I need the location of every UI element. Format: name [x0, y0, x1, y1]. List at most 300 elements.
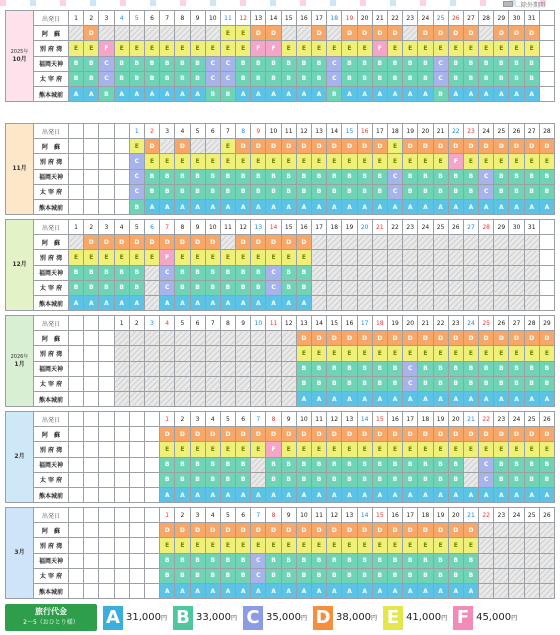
price-code-cell: A: [281, 583, 296, 598]
price-code-cell: B: [448, 169, 463, 184]
excluded-cell: [479, 583, 494, 598]
empty-cell: [129, 568, 144, 583]
price-code-cell: E: [114, 41, 129, 56]
price-code-cell: A: [266, 295, 281, 310]
excluded-cell: [281, 376, 296, 391]
day-number: 6: [190, 316, 205, 331]
price-code-cell: E: [433, 346, 448, 361]
empty-cell: [99, 487, 114, 502]
price-code-cell: B: [539, 169, 554, 184]
price-code-cell: B: [463, 376, 478, 391]
route-row: [6, 71, 555, 86]
empty-cell: [114, 199, 129, 214]
price-code-cell: A: [99, 295, 114, 310]
excluded-cell: [403, 26, 418, 41]
price-code-cell: B: [387, 568, 402, 583]
price-code-cell: B: [494, 457, 509, 472]
price-code-cell: D: [403, 331, 418, 346]
empty-cell: [129, 457, 144, 472]
day-number: 7: [251, 508, 266, 523]
price-code-cell: A: [296, 295, 311, 310]
empty-cell: [99, 472, 114, 487]
route-label: 阿 蘇: [34, 139, 69, 154]
excluded-cell: [144, 376, 159, 391]
price-code-cell: E: [175, 442, 190, 457]
price-code-cell: D: [372, 331, 387, 346]
price-code-cell: E: [403, 41, 418, 56]
price-code-cell: B: [175, 457, 190, 472]
excluded-cell: [418, 250, 433, 265]
price-code-cell: B: [281, 56, 296, 71]
excluded-cell: [509, 295, 524, 310]
excluded-cell: [418, 280, 433, 295]
route-label: 阿 蘇: [34, 235, 69, 250]
day-number: 10: [296, 508, 311, 523]
price-code-cell: D: [251, 523, 266, 538]
price-code-cell: A: [463, 583, 478, 598]
day-number: 20: [448, 508, 463, 523]
price-code-cell: B: [190, 265, 205, 280]
price-code-cell: A: [524, 391, 539, 406]
price-value: 33,000円: [196, 612, 238, 623]
price-code-cell: D: [539, 331, 554, 346]
price-code-cell: E: [342, 346, 357, 361]
price-code-cell: E: [281, 250, 296, 265]
price-code-cell: D: [114, 235, 129, 250]
price-code-cell: D: [357, 427, 372, 442]
excluded-cell: [190, 331, 205, 346]
price-code-cell: E: [342, 538, 357, 553]
price-code-cell: B: [433, 361, 448, 376]
price-code-cell: B: [236, 184, 251, 199]
day-number: 24: [463, 316, 478, 331]
price-code-cell: E: [251, 154, 266, 169]
day-number: 25: [494, 124, 509, 139]
price-code-cell: B: [387, 472, 402, 487]
empty-cell: [114, 523, 129, 538]
price-code-cell: E: [327, 538, 342, 553]
empty-cell: [99, 568, 114, 583]
excluded-cell: [509, 553, 524, 568]
price-code-cell: D: [539, 139, 554, 154]
price-code-cell: B: [160, 553, 175, 568]
price-code-cell: D: [448, 139, 463, 154]
day-number: 25: [479, 316, 494, 331]
price-code-cell: E: [281, 538, 296, 553]
excluded-cell: [524, 235, 539, 250]
price-code-cell: E: [539, 442, 554, 457]
price-code-cell: D: [342, 139, 357, 154]
excluded-cell: [236, 346, 251, 361]
empty-cell: [539, 250, 554, 265]
day-number: 29: [539, 316, 554, 331]
price-code-cell: D: [251, 235, 266, 250]
price-code-cell: B: [403, 71, 418, 86]
price-code-cell: B: [220, 280, 235, 295]
route-row: [6, 346, 555, 361]
excluded-cell: [509, 280, 524, 295]
price-code-cell: B: [220, 457, 235, 472]
price-code-cell: D: [281, 235, 296, 250]
price-code-cell: D: [190, 235, 205, 250]
day-number: 23: [494, 508, 509, 523]
price-code-cell: A: [479, 487, 494, 502]
day-number: 1: [114, 316, 129, 331]
price-code-cell: A: [403, 583, 418, 598]
price-code-cell: A: [251, 583, 266, 598]
price-code-cell: E: [205, 41, 220, 56]
price-code-cell: B: [312, 169, 327, 184]
day-number: 26: [539, 508, 554, 523]
price-code-cell: D: [144, 139, 159, 154]
day-number: 10: [251, 316, 266, 331]
price-code-cell: A: [357, 583, 372, 598]
price-code-cell: B: [372, 71, 387, 86]
price-code-cell: A: [403, 86, 418, 101]
excluded-cell: [190, 376, 205, 391]
price-code-cell: A: [342, 199, 357, 214]
price-code-cell: E: [281, 154, 296, 169]
excluded-cell: [463, 265, 478, 280]
price-code-cell: A: [387, 487, 402, 502]
price-code-cell: B: [372, 568, 387, 583]
price-code-cell: A: [463, 199, 478, 214]
empty-cell: [99, 553, 114, 568]
year-label: 2025年: [10, 49, 29, 56]
route-label: 太 宰 府: [34, 280, 69, 295]
day-number: 22: [448, 124, 463, 139]
day-number: 11: [266, 316, 281, 331]
empty-cell: [69, 457, 84, 472]
day-number: 26: [448, 220, 463, 235]
empty-cell: [99, 391, 114, 406]
price-code-cell: E: [372, 346, 387, 361]
excluded-cell: [296, 26, 311, 41]
price-code-cell: E: [144, 250, 159, 265]
day-number: 9: [281, 508, 296, 523]
excluded-cell: [266, 391, 281, 406]
empty-cell: [84, 523, 99, 538]
price-code-cell: B: [509, 56, 524, 71]
empty-cell: [539, 41, 554, 56]
price-code-cell: A: [494, 487, 509, 502]
price-code-cell: D: [448, 427, 463, 442]
price-code-cell: B: [236, 280, 251, 295]
price-code-cell: A: [220, 199, 235, 214]
decorative-dots: [0, 0, 560, 6]
empty-cell: [129, 472, 144, 487]
day-number: 22: [387, 220, 402, 235]
day-number: 20: [403, 316, 418, 331]
price-code-cell: D: [266, 523, 281, 538]
price-code-cell: B: [403, 184, 418, 199]
day-number: 26: [448, 11, 463, 26]
day-number: 9: [190, 11, 205, 26]
month-name: 10月: [12, 56, 27, 64]
price-code-cell: D: [220, 523, 235, 538]
price-code-cell: A: [220, 295, 235, 310]
price-code-cell: A: [539, 487, 554, 502]
price-code-cell: B: [220, 184, 235, 199]
day-number: [539, 220, 554, 235]
departure-date-header: 出発日: [34, 508, 69, 523]
price-code-cell: A: [205, 199, 220, 214]
empty-cell: [99, 346, 114, 361]
price-code-cell: D: [403, 139, 418, 154]
price-code-cell: D: [190, 523, 205, 538]
route-label: 太 宰 府: [34, 472, 69, 487]
price-code-cell: B: [418, 376, 433, 391]
price-code-cell: B: [129, 265, 144, 280]
price-code-cell: A: [175, 86, 190, 101]
excluded-cell: [494, 523, 509, 538]
empty-cell: [69, 442, 84, 457]
day-number: 21: [372, 11, 387, 26]
excluded-cell: [266, 376, 281, 391]
price-code-cell: E: [479, 442, 494, 457]
price-code-cell: B: [327, 472, 342, 487]
day-number: 6: [205, 124, 220, 139]
excluded-cell: [479, 250, 494, 265]
day-number: 20: [448, 412, 463, 427]
excluded-cell: [144, 346, 159, 361]
price-code-cell: E: [342, 154, 357, 169]
day-number: 17: [372, 124, 387, 139]
price-code-cell: A: [387, 86, 402, 101]
excluded-cell: [160, 361, 175, 376]
price-code-cell: C: [266, 280, 281, 295]
price-code-cell: A: [509, 199, 524, 214]
price-code-cell: A: [114, 86, 129, 101]
route-row: [6, 538, 555, 553]
excluded-cell: [479, 265, 494, 280]
month-name: 12月: [12, 261, 27, 269]
price-code-cell: E: [327, 154, 342, 169]
excluded-cell: [175, 331, 190, 346]
price-code-cell: D: [160, 523, 175, 538]
route-label: 太 宰 府: [34, 376, 69, 391]
price-unit: 円: [511, 615, 518, 622]
price-code-cell: E: [479, 346, 494, 361]
route-label: 福岡天神: [34, 361, 69, 376]
excluded-cell: [266, 361, 281, 376]
price-code-cell: B: [524, 376, 539, 391]
excluded-cell: [524, 280, 539, 295]
day-number: 2: [129, 316, 144, 331]
excluded-cell: [114, 331, 129, 346]
price-code-cell: A: [539, 199, 554, 214]
price-code-cell: B: [69, 56, 84, 71]
price-code-cell: B: [236, 553, 251, 568]
empty-cell: [69, 391, 84, 406]
price-code-cell: A: [190, 295, 205, 310]
price-code-cell: A: [509, 391, 524, 406]
price-code-cell: B: [69, 280, 84, 295]
price-code-cell: B: [524, 56, 539, 71]
price-title: 旅行代金: [35, 607, 67, 616]
day-number: 15: [372, 508, 387, 523]
route-row: [6, 472, 555, 487]
price-code-cell: C: [266, 265, 281, 280]
price-code-cell: B: [220, 86, 235, 101]
price-code-cell: A: [448, 583, 463, 598]
price-code-cell: E: [403, 154, 418, 169]
day-number: 24: [479, 124, 494, 139]
price-code-cell: D: [266, 139, 281, 154]
price-code-cell: B: [433, 184, 448, 199]
price-code-cell: B: [372, 169, 387, 184]
price-code-cell: D: [463, 139, 478, 154]
price-code-cell: E: [175, 250, 190, 265]
price-item: [243, 606, 307, 630]
price-footer: [5, 604, 555, 631]
route-label: 熊本城前: [34, 583, 69, 598]
excluded-cell: [160, 331, 175, 346]
price-code-cell: B: [494, 56, 509, 71]
empty-cell: [144, 538, 159, 553]
price-code-cell: D: [281, 139, 296, 154]
day-number: 13: [251, 220, 266, 235]
price-code-cell: F: [251, 41, 266, 56]
price-code-cell: E: [175, 41, 190, 56]
day-number: [144, 412, 159, 427]
day-number: 29: [494, 220, 509, 235]
route-label: 福岡天神: [34, 56, 69, 71]
price-code-cell: C: [327, 71, 342, 86]
price-code-cell: C: [220, 56, 235, 71]
price-code-cell: E: [494, 442, 509, 457]
day-number: 12: [327, 412, 342, 427]
excluded-cell: [357, 295, 372, 310]
price-code-cell: B: [296, 361, 311, 376]
excluded-cell: [494, 295, 509, 310]
price-code-cell: C: [99, 56, 114, 71]
day-number: 25: [433, 220, 448, 235]
day-number: 20: [357, 11, 372, 26]
price-code-cell: A: [175, 295, 190, 310]
excluded-cell: [479, 235, 494, 250]
price-code-cell: E: [266, 538, 281, 553]
month-label: [6, 508, 34, 599]
price-code-badge: C: [243, 606, 263, 630]
route-row: [6, 583, 555, 598]
excluded-cell: [463, 472, 478, 487]
price-code-cell: B: [524, 361, 539, 376]
excluded-cell: [342, 295, 357, 310]
price-code-cell: B: [296, 265, 311, 280]
price-code-cell: D: [296, 139, 311, 154]
price-code-cell: B: [357, 376, 372, 391]
price-code-cell: F: [266, 442, 281, 457]
excluded-cell: [463, 280, 478, 295]
price-code-cell: A: [205, 487, 220, 502]
price-code-cell: B: [220, 169, 235, 184]
day-number: 7: [251, 412, 266, 427]
price-code-cell: B: [266, 472, 281, 487]
price-code-cell: B: [403, 553, 418, 568]
route-label: 福岡天神: [34, 457, 69, 472]
day-number: [99, 124, 114, 139]
price-code-cell: B: [357, 169, 372, 184]
year-label: 2026年: [10, 354, 29, 361]
day-number: 28: [539, 124, 554, 139]
price-code-cell: A: [312, 583, 327, 598]
price-code-cell: A: [144, 86, 159, 101]
price-code-cell: B: [524, 472, 539, 487]
day-number: 16: [296, 220, 311, 235]
price-code-cell: B: [479, 361, 494, 376]
price-code-cell: B: [357, 472, 372, 487]
empty-cell: [114, 583, 129, 598]
empty-cell: [99, 331, 114, 346]
price-code-cell: B: [190, 568, 205, 583]
price-code-cell: E: [190, 250, 205, 265]
day-number: 21: [433, 124, 448, 139]
price-code-cell: A: [463, 487, 478, 502]
price-code-cell: B: [387, 361, 402, 376]
excluded-cell: [509, 583, 524, 598]
price-code-cell: A: [251, 295, 266, 310]
price-code-cell: B: [479, 71, 494, 86]
price-value: 38,000円: [336, 612, 378, 623]
price-code-cell: B: [129, 71, 144, 86]
price-code-cell: A: [144, 199, 159, 214]
price-code-cell: D: [312, 331, 327, 346]
day-number: 5: [190, 124, 205, 139]
route-row: [6, 86, 555, 101]
price-code-cell: E: [296, 442, 311, 457]
price-code-cell: A: [433, 391, 448, 406]
price-code-cell: D: [281, 427, 296, 442]
price-code-cell: B: [509, 361, 524, 376]
price-code-cell: A: [342, 487, 357, 502]
day-number: 18: [387, 124, 402, 139]
price-code-cell: D: [312, 26, 327, 41]
price-code-cell: A: [114, 295, 129, 310]
price-code-cell: B: [205, 472, 220, 487]
day-number: [99, 316, 114, 331]
price-code-cell: B: [266, 457, 281, 472]
price-code-cell: E: [387, 41, 402, 56]
excluded-cell: [448, 235, 463, 250]
price-code-cell: B: [418, 457, 433, 472]
price-code-cell: E: [312, 442, 327, 457]
empty-cell: [129, 427, 144, 442]
price-code-cell: B: [296, 472, 311, 487]
price-code-cell: E: [160, 442, 175, 457]
day-number: 2: [175, 412, 190, 427]
price-code-cell: B: [494, 361, 509, 376]
price-code-cell: A: [220, 487, 235, 502]
excluded-cell: [418, 235, 433, 250]
price-code-badge: F: [453, 606, 473, 630]
price-code-cell: D: [479, 427, 494, 442]
day-number: 27: [509, 316, 524, 331]
price-code-cell: B: [418, 184, 433, 199]
price-code-cell: B: [539, 376, 554, 391]
excluded-cell: [144, 280, 159, 295]
excluded-cell: [494, 553, 509, 568]
price-code-cell: B: [312, 568, 327, 583]
excluded-cell: [524, 583, 539, 598]
excluded-cell: [387, 265, 402, 280]
day-number: 7: [160, 11, 175, 26]
day-number: 21: [418, 316, 433, 331]
day-number: 5: [220, 508, 235, 523]
price-code-cell: A: [357, 86, 372, 101]
price-code-cell: A: [494, 391, 509, 406]
excluded-cell: [387, 250, 402, 265]
